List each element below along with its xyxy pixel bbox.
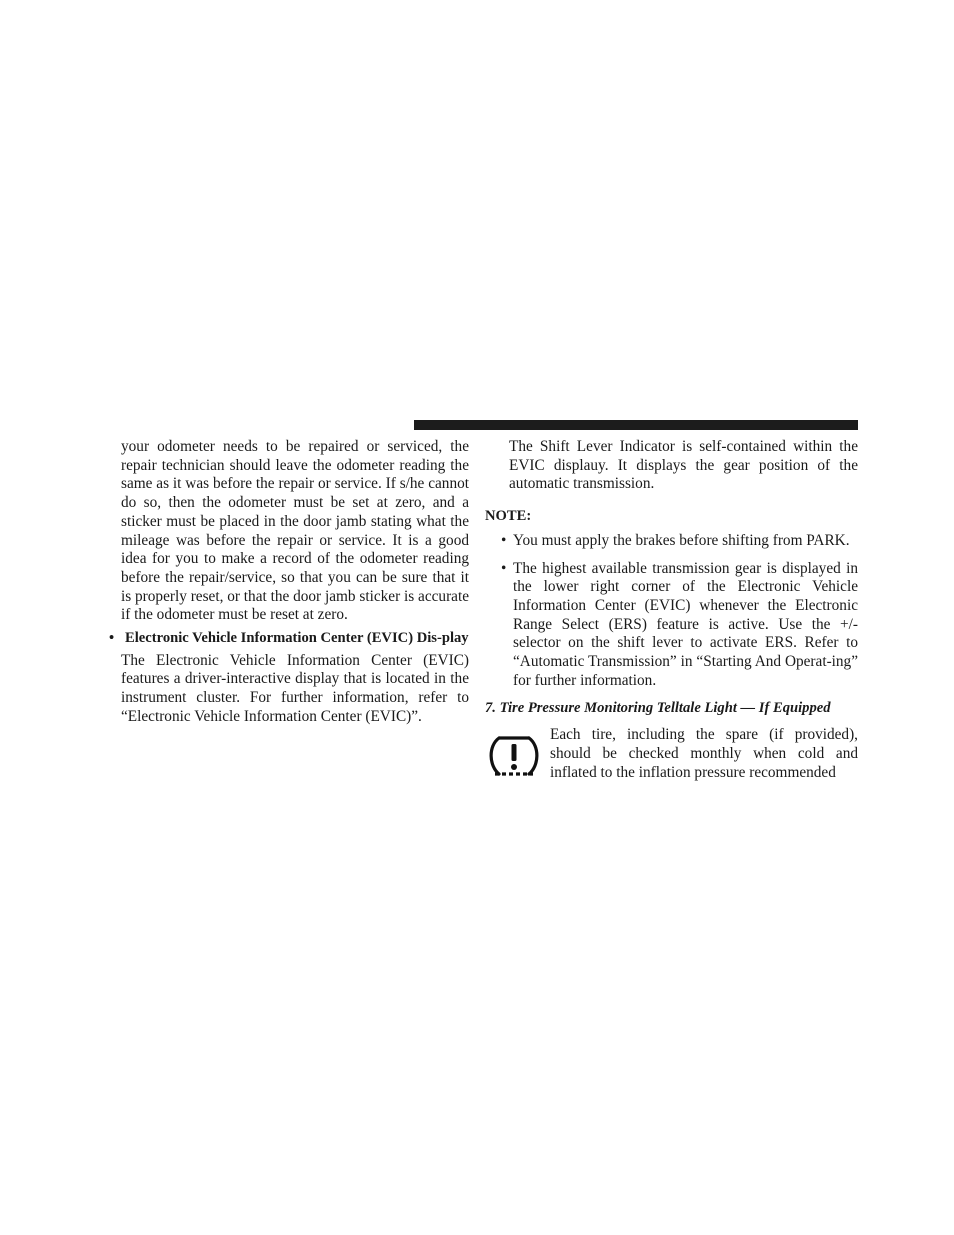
- note-item: [485, 532, 858, 551]
- tire-pressure-warning-icon: [485, 730, 543, 782]
- tpms-paragraph: Each tire, including the spare (if provided), should be checked monthly when cold and inflated to the inflation pressure recommended: [550, 726, 858, 781]
- note-item-text: You must apply the brakes before shifting from PARK.: [513, 531, 850, 549]
- left-column: [109, 438, 469, 726]
- header-bar: [414, 420, 858, 430]
- shift-lever-paragraph: The Shift Lever Indicator is self-contained within the EVIC displauy. It displays the gear position of the automatic transmission.: [509, 438, 858, 493]
- evic-display-heading-text: Electronic Vehicle Information Center (EVIC) Dis-play: [125, 630, 469, 647]
- evic-paragraph: The Electronic Vehicle Information Center (EVIC) features a driver-interactive display that is located in the instrument cluster. For further information, refer to “Electronic Vehicle Information Center (EVIC)”.: [121, 651, 469, 725]
- bullet: •: [501, 559, 507, 577]
- tpms-block: [485, 726, 858, 782]
- note-item-text: The highest available transmission gear is displayed in the lower right corner of the Electronic Vehicle Information Center (EVIC) whenever the Electronic Range Select (ERS) feature is active. Use the +/- selector on the shift lever to activate ERS. Refer to “Automatic Transmission” in “Starting And Operat-ing” for further information.: [513, 559, 858, 689]
- right-column: [485, 438, 858, 782]
- odometer-paragraph: your odometer needs to be repaired or serviced, the repair technician should leave the odometer reading the same as it was before the repair or service. If s/he cannot do so, then the odometer must be set at zero, and a sticker must be placed in the door jamb stating what the mileage was before the repair or service. It is a good idea for you to make a record of the odometer reading before the repair/service, so that you can be sure that it is properly reset, or that the door jamb sticker is accurate if the odometer must be reset at zero.: [121, 438, 469, 624]
- note-label: NOTE:: [485, 508, 532, 525]
- note-item: [485, 560, 858, 691]
- bullet: •: [501, 531, 507, 549]
- evic-display-heading: [109, 629, 469, 648]
- section-heading: 7. Tire Pressure Monitoring Telltale Light — If Equipped: [485, 700, 831, 717]
- bullet: •: [109, 630, 115, 647]
